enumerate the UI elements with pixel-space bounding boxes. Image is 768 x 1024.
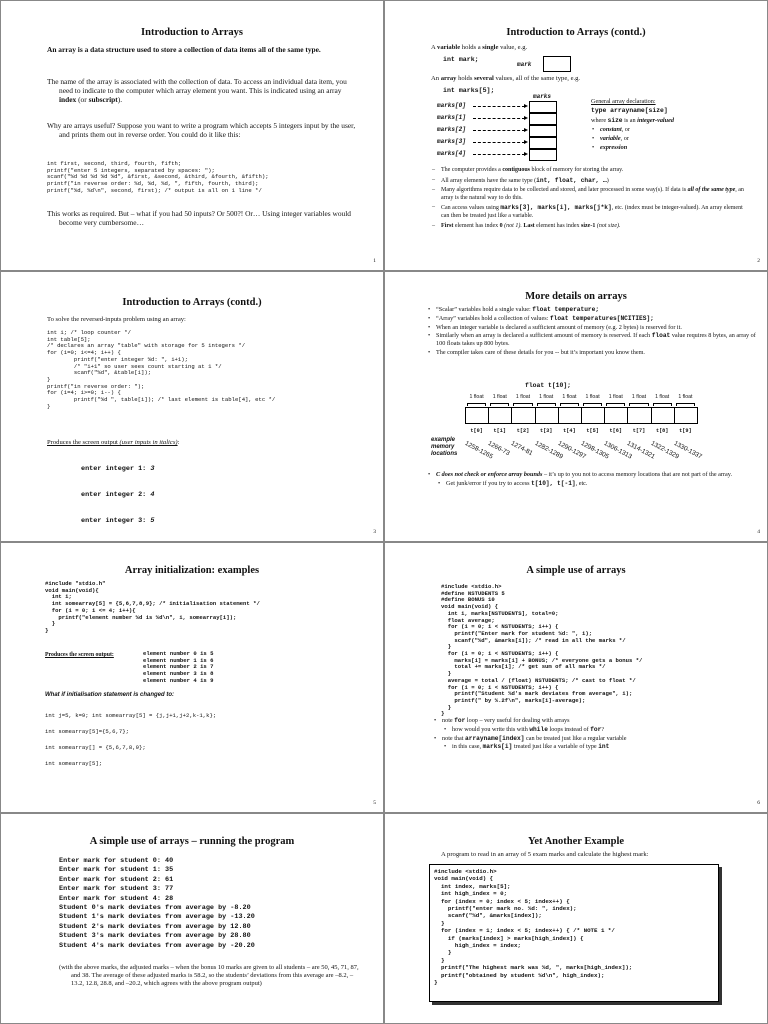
brace	[583, 403, 602, 406]
page-number: 6	[757, 800, 760, 806]
slide-title: Array initialization: examples	[124, 565, 260, 576]
intro-text: A program to read in an array of 5 exam marks and calculate the highest mark:	[441, 851, 649, 858]
array-cell	[627, 407, 651, 424]
marks-4-label: marks[4]	[437, 150, 466, 157]
declaration-kinds	[591, 126, 630, 152]
program-output: Enter mark for student 0: 40 Enter mark for student 1: 35 Enter mark for student 2: 61 Enter mark for student 3: 77 Enter mark for student 4: 28 Student 0's mark deviates from average by -8.20 Student 1's mark deviates from average by -13.20 Student 2's mark deviates from average by 12.80 Student 3's mark deviates from average by 28.80 Student 4's mark deviates from average by -20.20	[59, 857, 255, 950]
brace	[606, 403, 625, 406]
address-label: 1306-1313	[602, 440, 634, 461]
marks-label: marks	[533, 93, 552, 100]
page-number: 1	[373, 258, 376, 264]
alt-init-3: int somearray[] = {5,6,7,8,9};	[45, 744, 146, 751]
declaration-where: where size is an integer-valued	[591, 117, 674, 124]
address-label: 1314-1321	[626, 440, 657, 461]
marks-1-label: marks[1]	[437, 114, 466, 121]
produces-label: Produces the screen output (user inputs in italics):	[47, 439, 180, 446]
address-label: 1258-1265	[463, 440, 494, 461]
marks-cell	[529, 101, 557, 113]
address-label: 1274-81	[510, 440, 535, 458]
mark-box	[543, 56, 571, 72]
slide-title: More details on arrays	[525, 291, 627, 302]
page-number: 3	[373, 529, 376, 535]
marks-cell	[529, 137, 557, 149]
screen-output: element number 0 is 5 element number 1 is 6 element number 2 is 7 element number 3 is 8 element number 4 is 9	[143, 650, 214, 684]
list-item: • “Scalar” variables hold a single value: float temperature;	[427, 306, 757, 314]
list-item: – The computer provides a contiguous block of memory for storing the array.	[431, 167, 751, 175]
output-line: enter integer 2: 4	[81, 490, 155, 499]
list-item: • “Array” variables hold a collection of values: float temperatures[NCITIES];	[427, 315, 757, 323]
address-label: 1282-1289	[533, 440, 564, 461]
paragraph-why-arrays: Why are arrays useful? Suppose you want to write a program which accepts 5 integers input by the user, and prints them out in reverse order. You could do it like this:	[47, 121, 356, 140]
code-block: #include <stdio.h> #define NSTUDENTS 5 #define BONUS 10 void main(void) { int i, marks[NSTUDENTS], total=0; float average; for (i = 0; i < NSTUDENTS; i++) { printf("Enter mark for student %d: ", i); scanf("%d", &marks[i]); /* read in all the marks */ } for (i = 0; i < NSTUDENTS; i++) { marks[i] = marks[i] + BONUS; /* everyone gets a bonus */ total += marks[i]; /* get sum of all marks */ } average = total / (float) NSTUDENTS; /* cast to float */ for (i = 0; i < NSTUDENTS; i++) { printf("Student %d's mark deviates from average", i); printf(" by %.2f\n", marks[i]-average); } }	[441, 583, 643, 718]
marks-cell	[529, 149, 557, 161]
declaration-heading: General array declaration:	[591, 98, 656, 105]
marks-2-label: marks[2]	[437, 126, 466, 133]
list-item: • C does not check or enforce array bounds – it’s up to you not to access memory locations that are not part of the array.	[427, 471, 757, 479]
arrow	[473, 118, 525, 119]
slide-title: A simple use of arrays – running the program	[89, 836, 295, 847]
paragraph-name-index: The name of the array is associated with the collection of data. To access an individual data item, you need to indicate to the computer which array element you want. This is indicated using an array index (or subscript).	[47, 77, 347, 105]
array-definition: An array is a data structure used to store a collection of data items all of the same type.	[47, 45, 321, 54]
arrow	[473, 142, 525, 143]
slide-title: Introduction to Arrays (contd.)	[122, 297, 262, 308]
arrow	[473, 106, 525, 107]
output-line: enter integer 1: 3	[81, 465, 155, 474]
code-block: int i; /* loop counter */ int table[5]; /* declares an array "table" with storage for 5 integers */ for (i=0; i<=4; i++) { printf("enter integer %d: ", i+1); /* "i+1" so user sees count starting at 1 */ scanf("%d", &table[i]); } printf("in reverse order: "); for (i=4; i>=0; i--) { printf("%d ", table[i]); /* last element is table[4], etc */ }	[47, 329, 276, 410]
list-item: – Many algorithms require data to be collected and stored, and later processed in some way(s). If data is all of the same type, an array is the natural way to do this.	[431, 187, 751, 202]
list-item: • how would you write this with while loops instead of for?	[443, 726, 753, 734]
cell-size-label: 1 float	[655, 394, 670, 400]
slide-7	[0, 813, 384, 1024]
alt-init-4: int somearray[5];	[45, 760, 103, 767]
code-block: int first, second, third, fourth, fifth; printf("enter 5 integers, separated by spaces: "); scanf("%d %d %d %d %d", &first, &second, &third, &fourth, &fifth); printf("in reverse order: %d, %d, %d, ", fifth, fourth, third); printf("%d, %d\n", second, first); /* output is all on 1 line */	[47, 160, 269, 194]
marks-0-label: marks[0]	[437, 102, 466, 109]
list-item: – Can access values using marks[3], marks[i], marks[j*k], etc. (index must be integer-valued). An array element can then be treated just like a variable.	[431, 204, 751, 220]
cell-size-label: 1 float	[562, 394, 577, 400]
brace	[537, 403, 556, 406]
cell-size-label: 1 float	[469, 394, 484, 400]
page-number: 2	[757, 258, 760, 264]
marks-cell	[529, 113, 557, 125]
explanation-note: (with the above marks, the adjusted marks – when the bonus 10 marks are given to all students – are 50, 45, 71, 87, and 38. The average of these adjusted marks is 58.2, so the students’ deviations from this average are –8.2, –13.2, 12.8, 28.8, and –20.2, which agrees with the above program output)	[59, 964, 359, 988]
cell-size-label: 1 float	[631, 394, 647, 400]
array-cell	[651, 407, 675, 424]
slide-3	[0, 271, 384, 542]
screen-output	[81, 448, 191, 542]
list-item: – First element has index 0 (not 1). Last element has index size-1 (not size).	[431, 223, 751, 231]
page-number: 4	[757, 529, 760, 535]
index-label: t[9]	[679, 428, 692, 434]
array-cell	[535, 407, 559, 424]
mark-label: mark	[517, 61, 532, 68]
slide-title: Yet Another Example	[527, 836, 625, 847]
code-block: #include <stdio.h> void main(void) { int index, marks[5]; int high_index = 0; for (index = 0; index < 5; index++) { printf("enter mark no. %d: ", index); scanf("%d", &marks[index]); } for (index = 1; index < 5; index++) { /* NOTE 1 */ if (marks[index] > marks[high_index]) { high_index = index; } } printf("The highest mark was %d, ", marks[high_index]); printf("obtained by student %d\n", high_index); }	[434, 868, 633, 987]
index-label: t[2]	[516, 428, 530, 434]
arrow	[473, 154, 525, 155]
address-label: 1322-1329	[649, 440, 680, 461]
cell-size-label: 1 float	[515, 394, 531, 400]
arrow	[473, 130, 525, 131]
list-item: • Similarly when an array is declared a sufficient amount of memory is reserved. If each float value requires 8 bytes, an array of 100 floats takes up 800 bytes.	[427, 332, 757, 348]
code-box	[429, 864, 719, 1002]
declaration-code: type arrayname[size]	[591, 107, 668, 114]
index-label: t[5]	[586, 428, 599, 434]
cell-size-label: 1 float	[678, 394, 693, 400]
slide-5	[0, 542, 384, 813]
array-cell	[488, 407, 512, 424]
variable-line: A variable holds a single value, e.g.	[431, 44, 528, 51]
cell-size-label: 1 float	[492, 394, 507, 400]
array-cell	[604, 407, 628, 424]
code-int-marks: int marks[5];	[443, 87, 495, 94]
brace	[676, 403, 695, 406]
address-label: 1330-1337	[672, 440, 703, 461]
index-label: t[6]	[609, 428, 622, 434]
bounds-list	[427, 471, 757, 489]
slide-1	[0, 0, 384, 271]
list-item: • note that arrayname[index] can be treated just like a regular variable	[433, 735, 753, 743]
array-cell	[558, 407, 582, 424]
cell-size-label: 1 float	[539, 394, 554, 400]
slide-6	[384, 542, 768, 813]
slide-title: Introduction to Arrays	[141, 27, 243, 38]
index-label: t[7]	[632, 428, 646, 434]
array-line: An array holds several values, all of the same type, e.g.	[431, 75, 581, 82]
alt-init-2: int somearray[5]={5,6,7};	[45, 728, 129, 735]
list-item: • When an integer variable is declared a sufficient amount of memory (e.g. 2 bytes) is reserved for it.	[427, 324, 757, 332]
slide-2	[384, 0, 768, 271]
slide-title: Introduction to Arrays (contd.)	[506, 27, 646, 38]
list-item: • constant, or	[591, 126, 630, 134]
cell-size-label: 1 float	[608, 394, 623, 400]
index-label: t[3]	[539, 428, 553, 434]
index-label: t[4]	[563, 428, 576, 434]
brace	[629, 403, 648, 406]
details-list	[427, 306, 757, 358]
index-label: t[8]	[655, 428, 669, 434]
marks-cell	[529, 125, 557, 137]
brace	[490, 403, 509, 406]
address-label: 1266-73	[486, 440, 511, 458]
list-item: • variable, or	[591, 135, 630, 143]
address-label: 1290-1297	[556, 440, 587, 461]
brace	[560, 403, 579, 406]
list-item: • expression	[591, 144, 630, 152]
list-item: • The compiler takes care of these details for you -- but it’s important you know them.	[427, 349, 757, 357]
notes-list	[433, 717, 753, 752]
list-item: • note for loop – very useful for dealing with arrays	[433, 717, 753, 725]
float-array-decl: float t[10];	[525, 382, 572, 389]
slide-8	[384, 813, 768, 1024]
output-line: enter integer 3: 5	[81, 516, 155, 525]
index-label: t[1]	[493, 428, 506, 434]
example-memory-label: example memory locations	[431, 437, 458, 457]
alt-init-1: int j=5, k=9; int somearray[5] = {j,j+1,j+2,k-1,k};	[45, 712, 217, 719]
paragraph-cumbersome: This works as required. But – what if you had 50 inputs? Or 500?! Or… Using integer variables would become very cumbersome…	[47, 209, 351, 228]
page-number: 5	[373, 800, 376, 806]
what-if-text: What if initialisation statement is changed to:	[45, 692, 175, 698]
list-item: – All array elements have the same type (int, float, char, …)	[431, 177, 751, 186]
array-cell	[674, 407, 698, 424]
list-item: • in this case, marks[i] treated just like a variable of type int	[443, 743, 753, 751]
list-item: • Get junk/error if you try to access t[10], t[-1], etc.	[437, 480, 757, 488]
address-label: 1298-1305	[579, 440, 610, 461]
brace	[467, 403, 486, 406]
brace	[513, 403, 532, 406]
array-cell	[581, 407, 605, 424]
brace	[653, 403, 672, 406]
intro-text: To solve the reversed-inputs problem using an array:	[47, 316, 186, 323]
index-label: t[0]	[470, 428, 483, 434]
array-cell	[465, 407, 489, 424]
facts-list	[431, 167, 751, 232]
produces-label: Produces the screen output:	[45, 652, 114, 658]
code-block: #include "stdio.h" void main(void){ int i; int somearray[5] = {5,6,7,8,9}; /* initialisation statement */ for (i = 0; i <= 4; i++){ printf("element number %d is %d\n", i, somearray[i]); } }	[45, 580, 260, 634]
code-int-mark: int mark;	[443, 56, 479, 63]
slide-title: A simple use of arrays	[526, 565, 626, 576]
cell-size-label: 1 float	[585, 394, 600, 400]
slide-4	[384, 271, 768, 542]
marks-3-label: marks[3]	[437, 138, 466, 145]
array-cell	[511, 407, 535, 424]
